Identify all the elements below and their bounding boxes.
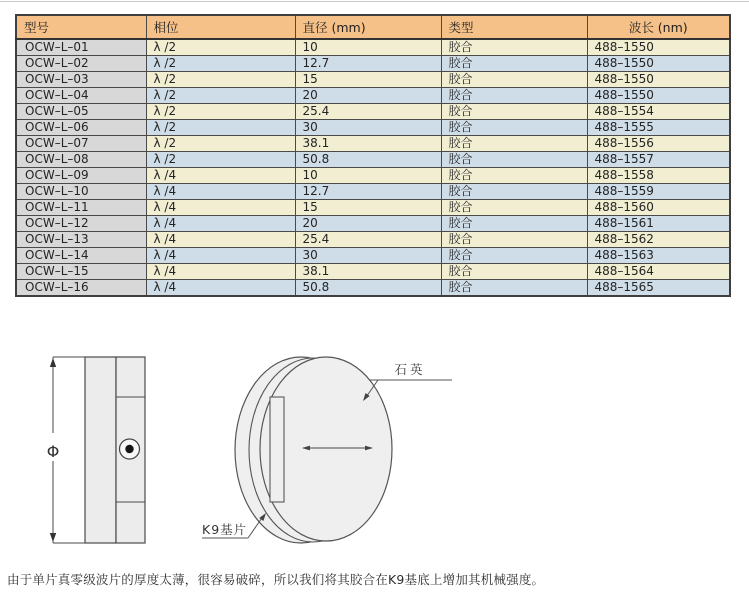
cell-phase: λ /4 [146,232,295,248]
cell-wavelength: 488–1558 [587,168,730,184]
cell-type: 胶合 [441,72,587,88]
cell-phase: λ /4 [146,248,295,264]
cell-model: OCW–L–06 [16,120,146,136]
footnote-text: 由于单片真零级波片的厚度太薄，很容易破碎，所以我们将其胶合在K9基底上增加其机械强度。 [7,572,545,587]
cell-model: OCW–L–14 [16,248,146,264]
cell-type: 胶合 [441,216,587,232]
cell-diameter: 38.1 [295,264,441,280]
cell-diameter: 50.8 [295,280,441,297]
dimension-arrow-up-icon [50,358,56,367]
cell-model: OCW–L–13 [16,232,146,248]
cell-model: OCW–L–03 [16,72,146,88]
cell-model: OCW–L–07 [16,136,146,152]
column-header-type: 类型 [441,15,587,39]
cell-model: OCW–L–04 [16,88,146,104]
cell-type: 胶合 [441,56,587,72]
cell-wavelength: 488–1556 [587,136,730,152]
cell-type: 胶合 [441,248,587,264]
cell-wavelength: 488–1561 [587,216,730,232]
cell-wavelength: 488–1550 [587,88,730,104]
cell-type: 胶合 [441,39,587,56]
cell-wavelength: 488–1562 [587,232,730,248]
cell-type: 胶合 [441,232,587,248]
substrate-label: K9基片 [202,522,248,537]
cell-wavelength: 488–1550 [587,72,730,88]
cell-phase: λ /4 [146,200,295,216]
cell-model: OCW–L–05 [16,104,146,120]
cell-wavelength: 488–1550 [587,56,730,72]
column-header-model: 型号 [16,15,146,39]
column-header-wavelength: 波长 (nm) [587,15,730,39]
cell-diameter: 20 [295,216,441,232]
quartz-edge-rect [270,397,284,502]
perspective-view [202,357,452,543]
dimension-arrow-down-icon [50,533,56,542]
cell-phase: λ /4 [146,184,295,200]
cell-model: OCW–L–15 [16,264,146,280]
cell-phase: λ /2 [146,88,295,104]
cell-phase: λ /2 [146,120,295,136]
cell-type: 胶合 [441,168,587,184]
cell-model: OCW–L–08 [16,152,146,168]
cell-type: 胶合 [441,264,587,280]
cell-phase: λ /4 [146,280,295,297]
cell-type: 胶合 [441,136,587,152]
cell-phase: λ /4 [146,168,295,184]
cell-wavelength: 488–1564 [587,264,730,280]
cell-diameter: 15 [295,200,441,216]
column-header-phase: 相位 [146,15,295,39]
cell-phase: λ /4 [146,216,295,232]
cell-model: OCW–L–02 [16,56,146,72]
cell-diameter: 12.7 [295,184,441,200]
cell-model: OCW–L–01 [16,39,146,56]
cell-model: OCW–L–09 [16,168,146,184]
column-header-diameter: 直径 (mm) [295,15,441,39]
cell-wavelength: 488–1565 [587,280,730,297]
cell-wavelength: 488–1563 [587,248,730,264]
cell-model: OCW–L–12 [16,216,146,232]
cell-type: 胶合 [441,104,587,120]
cell-wavelength: 488–1550 [587,39,730,56]
cell-wavelength: 488–1560 [587,200,730,216]
cell-diameter: 15 [295,72,441,88]
diameter-dimension-label: Φ [46,442,60,461]
optical-axis-dot-icon [125,445,133,453]
cell-phase: λ /2 [146,72,295,88]
cell-model: OCW–L–11 [16,200,146,216]
cell-diameter: 25.4 [295,104,441,120]
cell-type: 胶合 [441,280,587,297]
cell-model: OCW–L–10 [16,184,146,200]
cell-phase: λ /2 [146,104,295,120]
cell-diameter: 25.4 [295,232,441,248]
cell-phase: λ /2 [146,136,295,152]
cell-wavelength: 488–1559 [587,184,730,200]
cell-diameter: 10 [295,168,441,184]
cell-diameter: 20 [295,88,441,104]
cell-type: 胶合 [441,120,587,136]
side-view [47,357,145,543]
cell-phase: λ /2 [146,39,295,56]
cell-wavelength: 488–1557 [587,152,730,168]
cell-diameter: 50.8 [295,152,441,168]
cell-phase: λ /4 [146,264,295,280]
cell-type: 胶合 [441,184,587,200]
cell-diameter: 10 [295,39,441,56]
cell-diameter: 30 [295,120,441,136]
cell-phase: λ /2 [146,56,295,72]
cell-model: OCW–L–16 [16,280,146,297]
cell-diameter: 30 [295,248,441,264]
cell-wavelength: 488–1555 [587,120,730,136]
cell-phase: λ /2 [146,152,295,168]
cell-type: 胶合 [441,200,587,216]
cell-wavelength: 488–1554 [587,104,730,120]
substrate-side-rect [85,357,116,543]
cell-type: 胶合 [441,152,587,168]
cell-type: 胶合 [441,88,587,104]
cell-diameter: 38.1 [295,136,441,152]
quartz-label: 石英 [394,362,426,377]
cell-diameter: 12.7 [295,56,441,72]
